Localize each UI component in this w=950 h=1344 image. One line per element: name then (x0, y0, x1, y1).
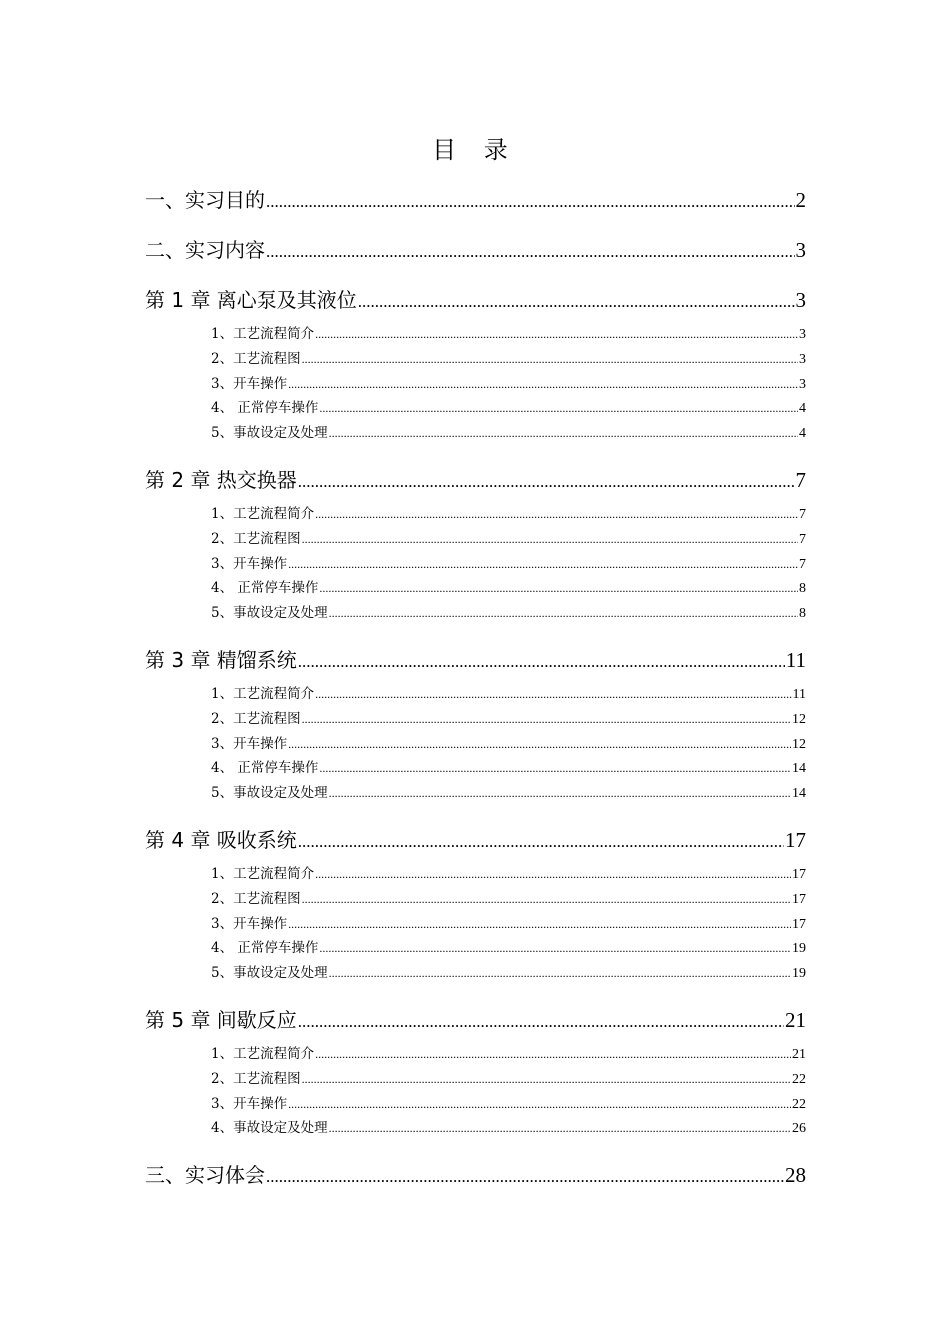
toc-entry[interactable] (145, 1155, 806, 1195)
toc-subsection-list (145, 500, 806, 630)
toc-subentry-label: 1、工艺流程简介 (211, 1045, 315, 1062)
dot-leader (302, 887, 791, 912)
toc-entry[interactable] (145, 640, 806, 680)
toc-subentry-page-number: 7 (799, 506, 806, 522)
toc-subentry[interactable] (145, 322, 806, 347)
toc-subentry-page-number: 3 (799, 327, 806, 342)
toc-subentry-page-number: 8 (799, 581, 806, 597)
toc-entry[interactable] (145, 820, 806, 860)
toc-subentry[interactable] (145, 912, 806, 937)
toc-subentry[interactable] (145, 502, 806, 527)
dot-leader (266, 182, 795, 220)
toc-subentry-label: 2、工艺流程图 (211, 530, 301, 547)
dot-leader (315, 322, 798, 347)
toc-subentry-label: 2、工艺流程图 (211, 1070, 301, 1087)
toc-subentry-page-number: 12 (792, 711, 806, 727)
toc-subentry-label: 3、开车操作 (211, 915, 288, 932)
toc-subentry[interactable] (145, 1067, 806, 1092)
toc-subentry-page-number: 3 (799, 376, 806, 392)
toc-title: 目 录 (432, 136, 518, 164)
dot-leader (298, 462, 795, 500)
dot-leader (302, 1067, 791, 1092)
toc-subentry[interactable] (145, 707, 806, 732)
dot-leader (319, 756, 791, 781)
toc-subentry-label: 1、工艺流程简介 (211, 505, 315, 522)
dot-leader (315, 862, 791, 887)
toc-subentry-page-number: 11 (792, 686, 806, 702)
dot-leader (319, 396, 798, 421)
toc-subentry-label: 4、事故设定及处理 (211, 1120, 328, 1137)
dot-leader (288, 912, 791, 937)
dot-leader (319, 936, 791, 961)
toc-subentry-page-number: 7 (799, 531, 806, 547)
toc-entry[interactable] (145, 460, 806, 500)
dot-leader (315, 682, 791, 707)
toc-subentry-label: 3、开车操作 (211, 375, 288, 392)
toc-entry-page-number: 28 (785, 1163, 806, 1188)
toc-subentry-page-number: 21 (792, 1046, 806, 1062)
toc-subentry-label: 3、开车操作 (211, 555, 288, 572)
toc-entry-label: 第 3 章 精馏系统 (145, 647, 297, 672)
toc-entry-label: 一、实习目的 (145, 188, 265, 212)
toc-subentry-page-number: 4 (799, 426, 806, 442)
toc-subentry-label: 3、开车操作 (211, 1095, 288, 1112)
toc-subentry-label: 2、工艺流程图 (211, 710, 301, 727)
toc-subentry-page-number: 19 (792, 966, 806, 982)
toc-subentry[interactable] (145, 1116, 806, 1141)
toc-subentry[interactable] (145, 421, 806, 446)
toc-subentry[interactable] (145, 372, 806, 397)
toc-subentry-label: 4、 正常停车操作 (211, 940, 319, 957)
toc-subentry[interactable] (145, 936, 806, 961)
toc-subentry-label: 5、事故设定及处理 (211, 425, 328, 442)
toc-subentry-page-number: 26 (792, 1121, 806, 1137)
toc-entry-label: 第 2 章 热交换器 (145, 467, 297, 492)
dot-leader (319, 576, 798, 601)
toc-subentry-page-number: 17 (792, 866, 806, 882)
toc-subentry[interactable] (145, 732, 806, 757)
toc-subentry-label: 5、事故设定及处理 (211, 965, 328, 982)
toc-subentry-page-number: 14 (792, 761, 806, 777)
toc-subentry[interactable] (145, 601, 806, 626)
toc-subentry-page-number: 8 (799, 606, 806, 622)
toc-subentry-page-number: 22 (792, 1096, 806, 1112)
dot-leader (329, 601, 798, 626)
toc-subsection-list (145, 1040, 806, 1145)
dot-leader (302, 527, 798, 552)
dot-leader (315, 502, 798, 527)
toc-entry-page-number: 3 (795, 288, 806, 312)
dot-leader (288, 732, 791, 757)
toc-subentry-label: 2、工艺流程图 (211, 890, 301, 907)
toc-subentry-label: 1、工艺流程简介 (211, 326, 315, 342)
toc-subentry-label: 3、开车操作 (211, 735, 288, 752)
toc-subentry[interactable] (145, 682, 806, 707)
toc-entry[interactable] (145, 280, 806, 320)
dot-leader (315, 1042, 791, 1067)
dot-leader (298, 822, 784, 860)
toc-entry-label: 三、实习体会 (145, 1163, 265, 1188)
toc-subentry-page-number: 17 (792, 891, 806, 907)
toc-subentry[interactable] (145, 347, 806, 372)
toc-subsection-list (145, 680, 806, 810)
toc-subentry-label: 5、事故设定及处理 (211, 785, 328, 802)
dot-leader (266, 1157, 784, 1195)
toc-subentry-label: 4、 正常停车操作 (211, 580, 319, 597)
dot-leader (329, 961, 791, 986)
toc-subentry[interactable] (145, 961, 806, 986)
toc-entry[interactable] (145, 1000, 806, 1040)
toc-subentry[interactable] (145, 1092, 806, 1117)
dot-leader (288, 372, 798, 397)
toc-entry-page-number: 3 (795, 238, 806, 262)
toc-entry-page-number: 21 (785, 1007, 806, 1032)
dot-leader (288, 552, 798, 577)
toc-subentry-label: 1、工艺流程简介 (211, 865, 315, 882)
toc-subentry-label: 1、工艺流程简介 (211, 685, 315, 702)
toc-subentry-label: 2、工艺流程图 (211, 350, 301, 367)
toc-subentry[interactable] (145, 552, 806, 577)
toc-subentry[interactable] (145, 576, 806, 601)
toc-subsection-list (145, 320, 806, 450)
toc-subentry-page-number: 7 (799, 556, 806, 572)
toc-subentry[interactable] (145, 862, 806, 887)
toc-subentry-label: 4、 正常停车操作 (211, 760, 319, 777)
dot-leader (288, 1092, 791, 1117)
toc-subentry[interactable] (145, 527, 806, 552)
dot-leader (358, 282, 795, 320)
toc-subentry-page-number: 22 (792, 1071, 806, 1087)
toc-subentry-page-number: 4 (799, 401, 806, 417)
toc-subentry-page-number: 3 (799, 351, 806, 367)
toc-subentry[interactable] (145, 756, 806, 781)
toc-entry-page-number: 11 (785, 647, 806, 672)
toc-subentry[interactable] (145, 781, 806, 806)
toc-entry-label: 第 5 章 间歇反应 (145, 1007, 297, 1032)
toc-entry-label: 第 1 章 离心泵及其液位 (145, 288, 357, 312)
dot-leader (266, 232, 795, 270)
toc-entry-page-number: 2 (795, 188, 806, 212)
table-of-contents (145, 180, 806, 1195)
dot-leader (298, 642, 785, 680)
dot-leader (329, 421, 798, 446)
toc-subentry-label: 4、 正常停车操作 (211, 400, 319, 417)
dot-leader (302, 707, 791, 732)
dot-leader (298, 1002, 784, 1040)
toc-subentry-label: 5、事故设定及处理 (211, 605, 328, 622)
toc-subentry-page-number: 12 (792, 736, 806, 752)
toc-entry-label: 第 4 章 吸收系统 (145, 827, 297, 852)
toc-subentry[interactable] (145, 396, 806, 421)
toc-entry-page-number: 17 (785, 827, 806, 852)
dot-leader (329, 781, 791, 806)
toc-subentry[interactable] (145, 1042, 806, 1067)
toc-subentry[interactable] (145, 887, 806, 912)
toc-entry[interactable] (145, 230, 806, 270)
dot-leader (329, 1116, 791, 1141)
toc-entry-label: 二、实习内容 (145, 238, 265, 262)
dot-leader (302, 347, 798, 372)
toc-entry-page-number: 7 (795, 467, 806, 492)
toc-subsection-list (145, 860, 806, 990)
toc-subentry-page-number: 17 (792, 916, 806, 932)
toc-subentry-page-number: 19 (792, 941, 806, 957)
toc-subentry-page-number: 14 (792, 786, 806, 802)
toc-entry[interactable] (145, 180, 806, 220)
